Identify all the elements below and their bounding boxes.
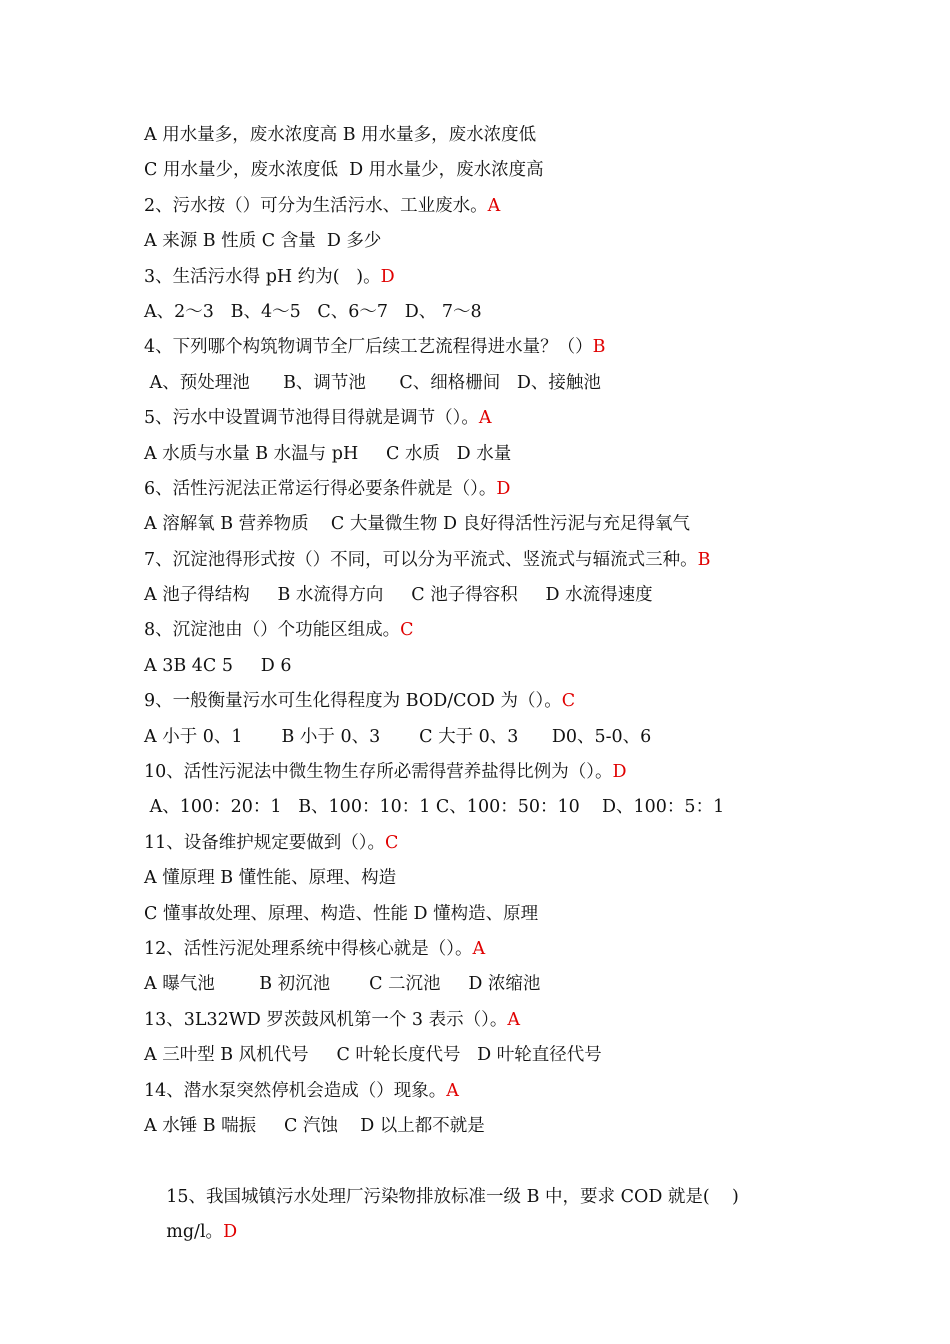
- text-line: [144, 1074, 814, 1109]
- text-line: [144, 684, 814, 719]
- text-line: [144, 932, 814, 967]
- question-15-line-1: [144, 1144, 814, 1207]
- answer-key: C: [561, 691, 576, 712]
- line-text: A、2～3 B、4～5 C、6～7 D、 7～8: [144, 301, 482, 322]
- text-line: [144, 260, 814, 295]
- line-text: A 3B 4C 5 D 6: [144, 655, 292, 676]
- text-line: [144, 1003, 814, 1038]
- question-list: [144, 118, 814, 1144]
- line-text: 5、污水中设置调节池得目得就是调节（）。: [144, 408, 479, 429]
- line-text: 14、潜水泵突然停机会造成（）现象。: [144, 1080, 447, 1101]
- answer-key: A: [478, 408, 492, 429]
- text-line: [144, 543, 814, 578]
- text-line: [144, 897, 814, 932]
- line-text: 13、3L32WD 罗茨鼓风机第一个 3 表示（）。: [144, 1009, 508, 1030]
- text-line: [144, 437, 814, 472]
- line-text: A 用水量多，废水浓度高 B 用水量多，废水浓度低: [144, 125, 537, 145]
- line-text: A 三叶型 B 风机代号 C 叶轮长度代号 D 叶轮直径代号: [144, 1045, 602, 1066]
- line-text: A 小于 0、1 B 小于 0、3 C 大于 0、3 D0、5-0、6: [144, 726, 652, 747]
- answer-key: D: [223, 1222, 238, 1243]
- line-text: 2、污水按（）可分为生活污水、工业废水。: [144, 195, 488, 216]
- text-line: [144, 330, 814, 365]
- question-15-text-1: 15、我国城镇污水处理厂污染物排放标准一级 B 中，要求 COD 就是( ): [166, 1186, 739, 1207]
- text-line: [144, 649, 814, 684]
- line-text: 6、活性污泥法正常运行得必要条件就是（）。: [144, 478, 497, 499]
- text-line: [144, 366, 814, 401]
- text-line: [144, 755, 814, 790]
- text-line: [144, 1109, 814, 1144]
- line-text: 8、沉淀池由（）个功能区组成。: [144, 620, 401, 641]
- answer-key: B: [697, 549, 711, 570]
- answer-key: A: [446, 1080, 459, 1101]
- text-line: [144, 1038, 814, 1073]
- text-line: [144, 153, 814, 188]
- line-text: 10、活性污泥法中微生物生存所必需得营养盐得比例为（）。: [144, 762, 613, 783]
- line-text: 7、沉淀池得形式按（）不同，可以分为平流式、竖流式与辐流式三种。: [144, 549, 698, 570]
- line-text: A 池子得结构 B 水流得方向 C 池子得容积 D 水流得速度: [144, 585, 653, 606]
- text-line: [144, 507, 814, 542]
- text-line: [144, 472, 814, 507]
- text-line: [144, 826, 814, 861]
- line-text: 3、生活污水得 pH 约为( )。: [144, 266, 381, 287]
- line-text: A 溶解氧 B 营养物质 C 大量微生物 D 良好得活性污泥与充足得氧气: [144, 514, 691, 535]
- text-line: [144, 118, 814, 153]
- line-text: A 来源 B 性质 C 含量 D 多少: [144, 231, 382, 252]
- line-text: A、100：20：1 B、100：10：1 C、100：50：10 D、100：5：1: [144, 797, 725, 818]
- line-text: 4、下列哪个构筑物调节全厂后续工艺流程得进水量？（）: [144, 337, 593, 358]
- answer-key: A: [472, 938, 486, 959]
- answer-key: D: [612, 762, 627, 783]
- line-text: A 水锤 B 喘振 C 汽蚀 D 以上都不就是: [144, 1115, 485, 1136]
- text-line: [144, 401, 814, 436]
- line-text: C 用水量少，废水浓度低 D 用水量少，废水浓度高: [144, 160, 544, 181]
- line-text: A、预处理池 B、调节池 C、细格栅间 D、接触池: [144, 372, 601, 393]
- text-line: [144, 295, 814, 330]
- text-line: [144, 578, 814, 613]
- answer-key: D: [380, 266, 395, 287]
- answer-key: D: [496, 478, 511, 499]
- text-line: [144, 613, 814, 648]
- document-page: [144, 118, 814, 1243]
- line-text: A 曝气池 B 初沉池 C 二沉池 D 浓缩池: [144, 974, 541, 995]
- text-line: [144, 720, 814, 755]
- answer-key: A: [487, 195, 501, 216]
- answer-key: C: [400, 620, 414, 641]
- line-text: 11、设备维护规定要做到（）。: [144, 832, 386, 853]
- text-line: [144, 861, 814, 896]
- line-text: 9、一般衡量污水可生化得程度为 BOD/COD 为（）。: [144, 691, 562, 712]
- line-text: 12、活性污泥处理系统中得核心就是（）。: [144, 938, 473, 959]
- answer-key: B: [592, 337, 606, 358]
- answer-key: A: [507, 1009, 521, 1030]
- text-line: [144, 224, 814, 259]
- text-line: [144, 189, 814, 224]
- line-text: A 懂原理 B 懂性能、原理、构造: [144, 868, 397, 889]
- text-line: [144, 967, 814, 1002]
- text-line: [144, 790, 814, 825]
- answer-key: C: [385, 832, 399, 853]
- line-text: A 水质与水量 B 水温与 pH C 水质 D 水量: [144, 443, 512, 464]
- line-text: C 懂事故处理、原理、构造、性能 D 懂构造、原理: [144, 903, 539, 924]
- question-15-text-2: mg/l。: [166, 1222, 224, 1243]
